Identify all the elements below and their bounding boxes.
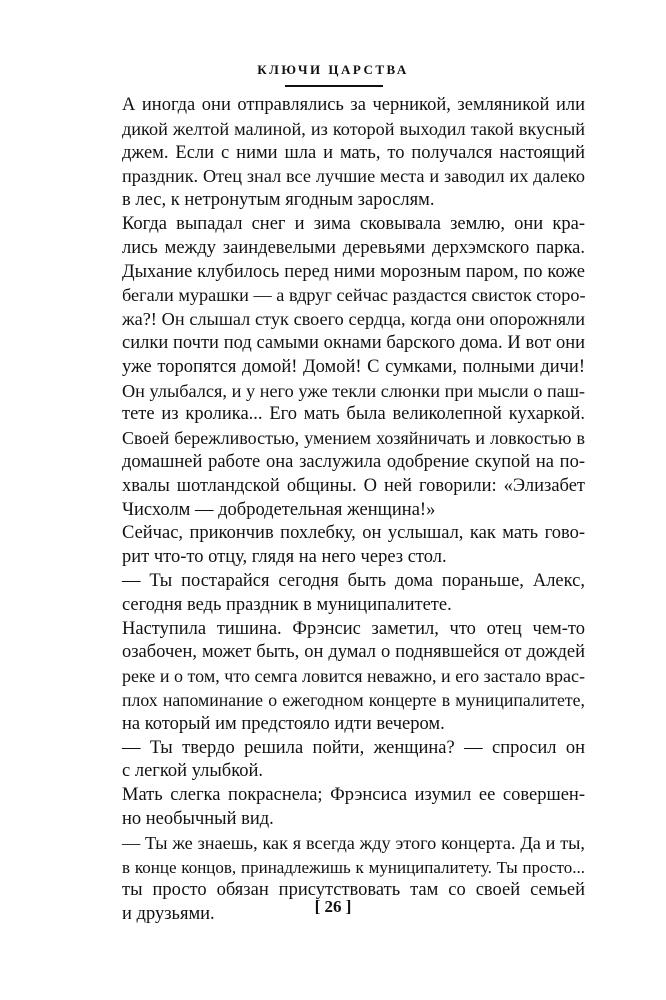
- text-line: Наступила тишина. Фрэнсис заметил, что отец чем-то: [122, 618, 585, 639]
- text-line: тете из кролика... Его мать была великолепной кухаркой.: [122, 404, 585, 425]
- text-line: Чисхолм — добродетельная женщина!»: [122, 499, 436, 520]
- text-line: но необычный вид.: [122, 808, 274, 829]
- text-line: озабочен, может быть, он думал о поднявшейся от дождей: [122, 642, 585, 663]
- text-line: уже торопятся домой! Домой! С сумками, полными дичи!: [122, 356, 585, 377]
- text-line: Сейчас, прикончив похлебку, он услышал, как мать гово-: [122, 523, 585, 544]
- text-line: А иногда они отправлялись за черникой, земляникой или: [122, 95, 585, 115]
- text-line: — Ты же знаешь, как я всегда жду этого концерта. Да и ты,: [122, 832, 585, 853]
- text-line: — Ты твердо решила пойти, женщина? — спросил он: [122, 737, 585, 758]
- body-text: [122, 94, 585, 927]
- title-underline: [285, 85, 383, 87]
- text-line: — Ты постарайся сегодня быть дома пораньше, Алекс,: [122, 570, 585, 591]
- text-line: сегодня ведь праздник в муниципалитете.: [122, 594, 452, 615]
- text-line: хвалы шотландской общины. О ней говорили: «Элизабет: [122, 475, 585, 496]
- text-line: и друзьями.: [122, 904, 215, 925]
- text-line: праздник. Отец знал все лучшие места и заводил их далеко: [122, 166, 585, 187]
- running-title: КЛЮЧИ ЦАРСТВА: [257, 62, 409, 77]
- text-line: жа?! Он слышал стук своего сердца, когда они опорожняли: [122, 309, 585, 330]
- text-line: ты просто обязан присутствовать там со своей семьей: [122, 880, 585, 901]
- text-line: Мать слегка покраснела; Фрэнсиса изумил ее совершен-: [122, 785, 585, 806]
- text-line: Когда выпадал снег и зима сковывала землю, они кра-: [122, 213, 585, 234]
- text-line: плох напоминание о ежегодном концерте в муниципалитете,: [122, 689, 585, 710]
- page-number: [ 26 ]: [314, 897, 352, 916]
- text-line: силки почти под самыми окнами барского дома. И вот они: [122, 332, 585, 353]
- text-line: на который им предстояло идти вечером.: [122, 713, 445, 734]
- text-line: лись между заиндевелыми деревьями дерхэмского парка.: [122, 237, 585, 258]
- text-line: реке и о том, что семга ловится неважно, и его застало врас-: [122, 666, 585, 687]
- text-line: в конце концов, принадлежишь к муниципалитету. Ты просто...: [122, 857, 585, 877]
- text-line: Дыхание клубилось перед ними морозным паром, по коже: [122, 261, 585, 282]
- text-line: бегали мурашки — а вдруг сейчас раздастся свисток сторо-: [122, 285, 586, 306]
- text-line: Он улыбался, и у него уже текли слюнки при мысли о паш-: [122, 380, 585, 401]
- text-line: дикой желтой малиной, из которой выходил такой вкусный: [122, 118, 585, 139]
- text-line: джем. Если с ними шла и мать, то получался настоящий: [122, 142, 585, 163]
- text-line: в лес, к нетронутым ягодным зарослям.: [122, 190, 435, 211]
- text-line: с легкой улыбкой.: [122, 761, 264, 782]
- text-line: Своей бережливостью, умением хозяйничать и ловкостью в: [122, 428, 585, 449]
- text-line: рит что-то отцу, глядя на него через стол.: [122, 547, 447, 568]
- text-line: домашней работе она заслужила одобрение скупой на по-: [122, 451, 585, 472]
